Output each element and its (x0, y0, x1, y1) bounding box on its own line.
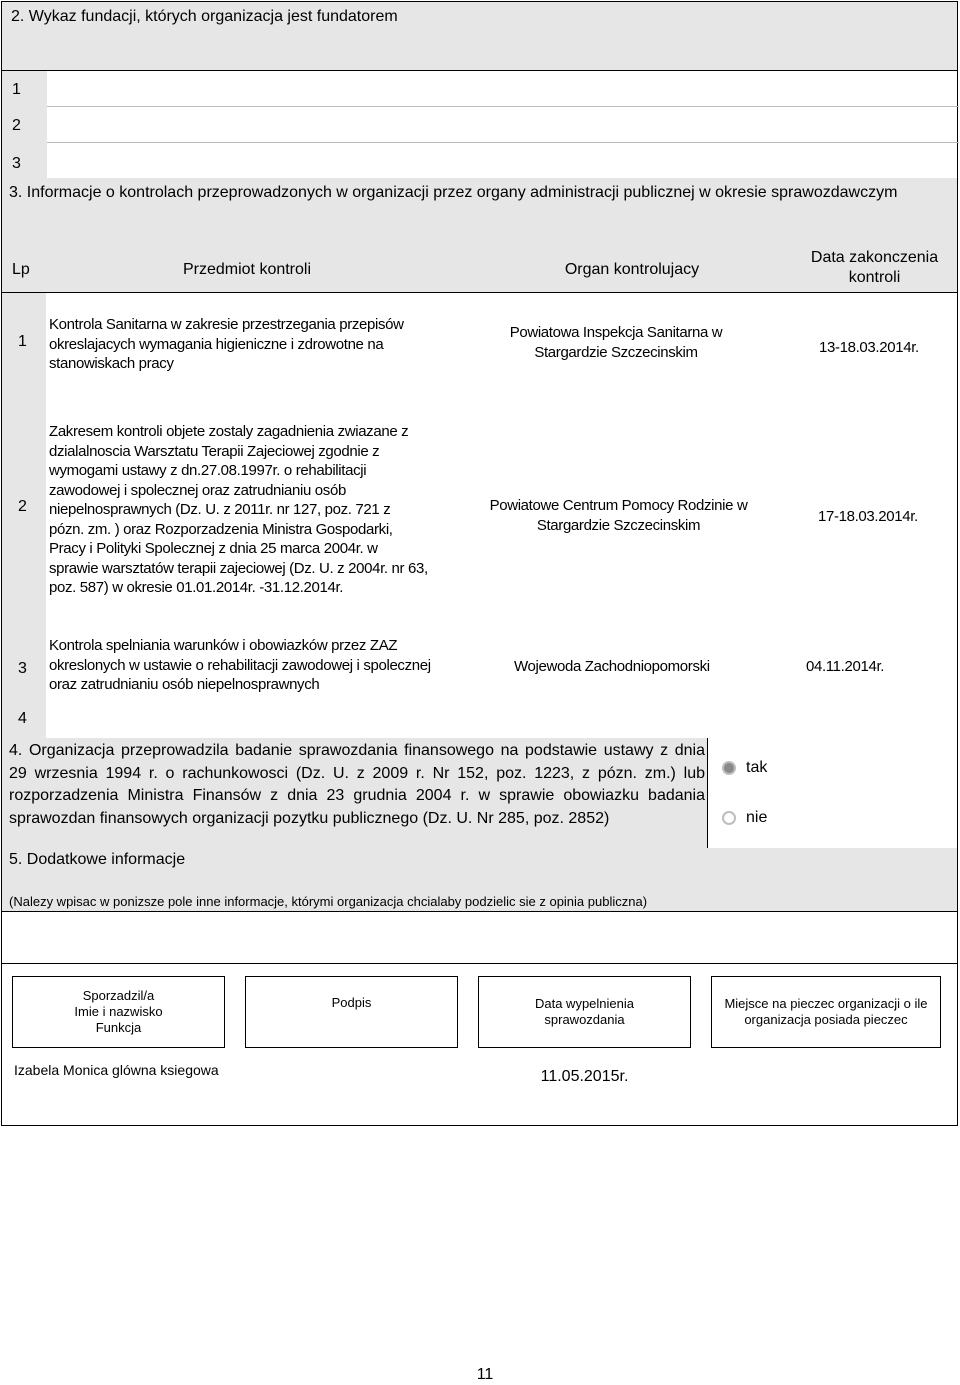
section3-title: 3. Informacje o kontrolach przeprowadzonych w organizacji przez organy administracji publicznej w okresie sprawozdawczym (9, 184, 898, 201)
table-row[interactable] (46, 705, 957, 738)
signature-col2-header (245, 976, 458, 1048)
section2-header (1, 1, 958, 71)
signature-col3-header (478, 976, 691, 1048)
section2-row-value[interactable] (47, 71, 959, 107)
radio-empty-icon[interactable] (722, 811, 736, 825)
row-lp: 4 (18, 710, 27, 727)
section4-panel (1, 738, 708, 848)
section3-right-border (957, 293, 958, 738)
signature-col3-label: Data wypelnienia sprawozdania (534, 996, 634, 1027)
option-nie[interactable] (722, 808, 767, 828)
signature-col4-label: Miejsce na pieczec organizacji o ile organizacja posiada pieczec (724, 996, 928, 1027)
section2-row-lp: 1 (12, 81, 21, 98)
page-number: 11 (476, 1366, 494, 1383)
section2-row-lp: 3 (12, 155, 21, 172)
signature-col3-value[interactable]: 11.05.2015r. (540, 1068, 629, 1085)
row-lp: 2 (18, 498, 27, 515)
table-row (46, 631, 957, 705)
row-organ: Powiatowe Centrum Pomocy Rodzinie w Stargardzie Szczecinskim (489, 497, 748, 534)
date-header: Data zakonczenia kontroli (810, 249, 939, 286)
signature-block (1, 964, 958, 1126)
section4-options-panel (708, 738, 958, 848)
section2-row-value[interactable] (47, 143, 959, 181)
signature-col1-header (12, 976, 225, 1048)
option-label: tak (746, 759, 768, 776)
row-date: 04.11.2014r. (806, 658, 885, 675)
signature-col2-value[interactable] (245, 1056, 458, 1106)
table-row (46, 293, 957, 396)
option-tak[interactable] (722, 758, 767, 778)
row-date: 17-18.03.2014r. (818, 508, 918, 525)
signature-col1-value[interactable]: Izabela Monica glówna ksiegowa (14, 1062, 219, 1078)
radio-selected-icon[interactable] (722, 761, 736, 775)
section2-table (1, 71, 958, 181)
section3-header (1, 178, 958, 293)
organ-header: Organ kontrolujacy (564, 261, 700, 278)
section5-value-field[interactable] (1, 912, 958, 964)
section2-row-value[interactable] (47, 107, 959, 143)
signature-col4-value[interactable] (711, 1056, 941, 1106)
signature-col2-label: Podpis (331, 995, 372, 1010)
section2-title: 2. Wykaz fundacji, których organizacja jest fundatorem (11, 8, 398, 25)
row-date: 13-18.03.2014r. (819, 339, 919, 356)
subject-header: Przedmiot kontroli (182, 261, 312, 278)
section5-note: (Nalezy wpisac w ponizsze pole inne informacje, którymi organizacja chcialaby podzielic sie z opinia publiczna) (9, 894, 648, 909)
option-label: nie (746, 809, 768, 826)
row-organ: Wojewoda Zachodniopomorski (514, 658, 710, 675)
section5-title: 5. Dodatkowe informacje (9, 851, 186, 868)
row-organ: Powiatowa Inspekcja Sanitarna w Stargardzie Szczecinskim (509, 324, 723, 361)
row-subject: Kontrola Sanitarna w zakresie przestrzegania przepisów okreslajacych wymagania higieniczne i zdrowotne na stanowiskach pracy (49, 316, 404, 372)
signature-col4-header (711, 976, 941, 1048)
section5-header (1, 848, 958, 912)
section2-row-lp: 2 (12, 117, 21, 134)
row-subject: Zakresem kontroli objete zostaly zagadnienia zwiazane z dzialalnoscia Warsztatu Terapii Zajeciowej zgodnie z wymogami ustawy z dn.27.08.1997r. o rehabilitacji zawodowej i spolecznej oraz zatrudnianiu osób niepelnosprawnych (Dz. U. z 2011r. nr 127, poz. 721 z pózn. zm. ) oraz Rozporzadzenia Ministra Gospodarki, Pracy i Polityki Spolecznej z dnia 25 marca 2004r. w sprawie warsztatów terapii zajeciowej (Dz. U. z 2004r. nr 63, poz. 587) w okresie 01.01.2014r. -31.12.2014r. (49, 423, 428, 596)
table-row (46, 396, 957, 631)
row-lp: 3 (18, 660, 27, 677)
row-lp: 1 (18, 333, 27, 350)
section2-lp-column (2, 71, 47, 181)
row-subject: Kontrola spelniania warunków i obowiazków przez ZAZ okreslonych w ustawie o rehabilitacji zawodowej i spolecznej oraz zatrudnianiu osób niepelnosprawnych (49, 637, 431, 693)
lp-header: Lp (12, 261, 30, 278)
section4-text: 4. Organizacja przeprowadzila badanie sprawozdania finansowego na podstawie ustawy z dnia 29 wrzesnia 1994 r. o rachunkowosci (Dz. U. z 2009 r. Nr 152, poz. 1223, z pózn. zm.) lub rozporzadzenia Ministra Finansów z dnia 23 grudnia 2004 r. w sprawie obowiazku badania sprawozdan finansowych organizacji pozytku publicznego (Dz. U. Nr 285, poz. 2852) (9, 742, 705, 827)
signature-col1-label: Sporzadzil/a Imie i nazwisko Funkcja (74, 988, 163, 1035)
